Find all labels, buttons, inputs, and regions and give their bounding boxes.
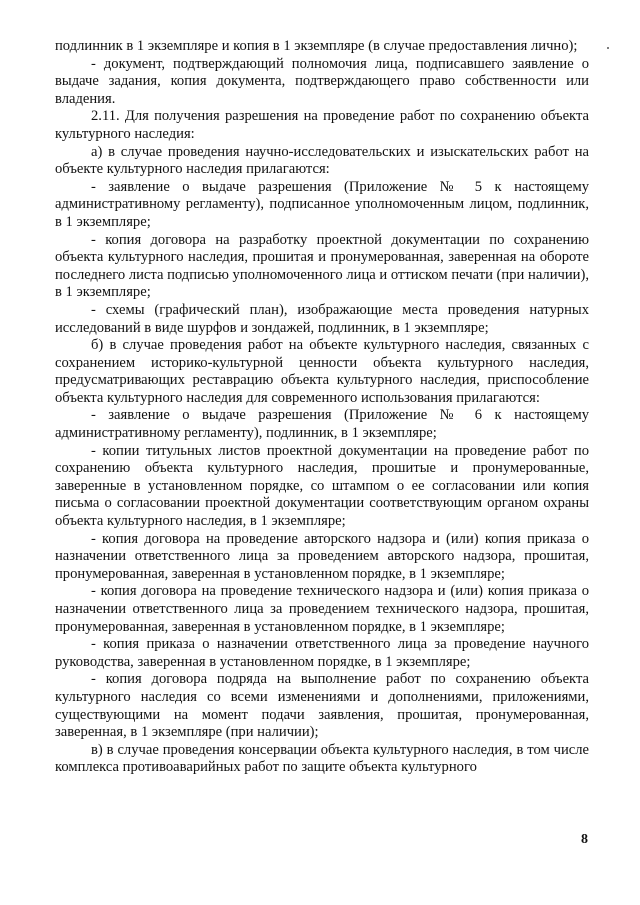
paragraph-3: а) в случае проведения научно-исследовательских и изыскательских работ на объекте культурного наследия прилагаются: — [55, 143, 589, 178]
paragraph-6: - схемы (графический план), изображающие места проведения натурных исследований в виде шурфов и зондажей, подлинник, в 1 экземпляре; — [55, 301, 589, 336]
paragraph-2: 2.11. Для получения разрешения на проведение работ по сохранению объекта культурного наследия: — [55, 108, 589, 142]
scan-speck — [607, 47, 609, 49]
paragraph-8: - заявление о выдаче разрешения (Приложение № 6 к настоящему административному регламенту), подлинник, в 1 экземпляре; — [55, 407, 589, 442]
paragraph-7: б) в случае проведения работ на объекте культурного наследия, связанных с сохранением историко-культурной ценности объекта культурного наследия, предусматривающих реставрацию объекта культурного наследия, приспособление объекта культурного наследия для современного использования прилагаются: — [55, 337, 589, 406]
document-page — [55, 38, 589, 777]
paragraph-1: - документ, подтверждающий полномочия лица, подписавшего заявление о выдаче задания, копия документа, подтверждающего право собственности или владения. — [55, 55, 589, 107]
paragraph-11: - копия договора на проведение технического надзора и (или) копия приказа о назначении ответственного лица за проведением технического надзора, прошитая, пронумерованная, заверенная в установленном порядке, в 1 экземпляре; — [55, 583, 589, 635]
page-number: 8 — [581, 832, 588, 847]
paragraph-13: - копия договора подряда на выполнение работ по сохранению объекта культурного наследия со всеми изменениями и дополнениями, приложениями, существующими на момент подачи заявления, прошитая, пронумерованная, заверенная, в 1 экземпляре (при наличии); — [55, 671, 589, 741]
paragraph-14: в) в случае проведения консервации объекта культурного наследия, в том числе комплекса противоаварийных работ по защите объекта культурного — [55, 741, 589, 776]
paragraph-10: - копия договора на проведение авторского надзора и (или) копия приказа о назначении ответственного лица за проведением авторского надзора, прошитая, пронумерованная, заверенная в установленном порядке, в 1 экземпляре; — [55, 530, 589, 582]
paragraph-4: - заявление о выдаче разрешения (Приложение № 5 к настоящему административному регламенту), подписанное уполномоченным лицом, подлинник, в 1 экземпляре; — [55, 178, 589, 230]
paragraph-0: подлинник в 1 экземпляре и копия в 1 экземпляре (в случае предоставления лично); — [55, 38, 578, 54]
paragraph-5: - копия договора на разработку проектной документации по сохранению объекта культурного наследия, прошитая и пронумерованная, заверенная на обороте последнего листа подписью уполномоченного лица и оттиском печати (при наличии), в 1 экземпляре; — [55, 231, 589, 301]
paragraph-9: - копии титульных листов проектной документации на проведение работ по сохранению объекта культурного наследия, прошитые и пронумерованные, заверенные в установленном порядке, со штампом о ее согласовании или копия письма о согласовании проектной документации соответствующим органом охраны объекта культурного наследия, в 1 экземпляре; — [55, 442, 589, 530]
paragraph-12: - копия приказа о назначении ответственного лица за проведение научного руководства, заверенная в установленном порядке, в 1 экземпляре; — [55, 636, 589, 670]
